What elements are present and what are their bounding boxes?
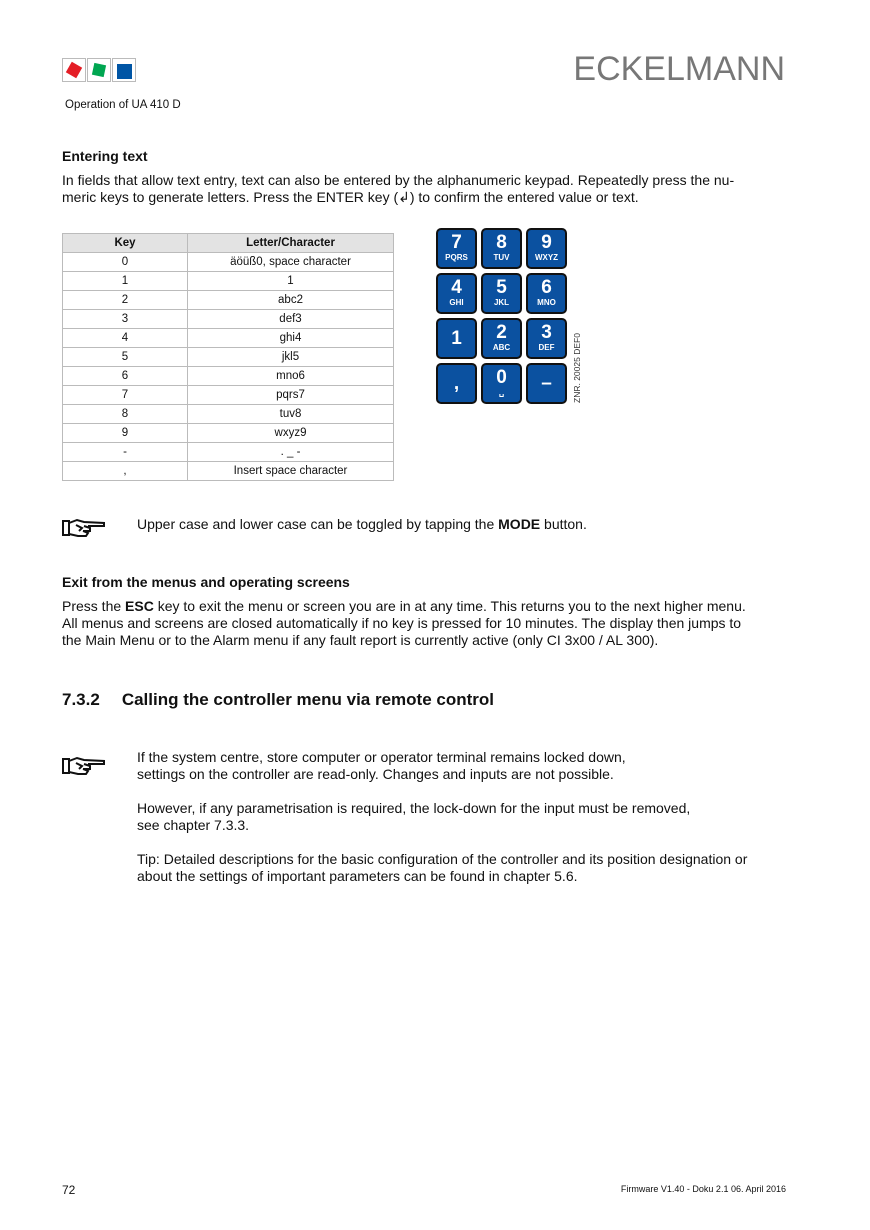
key-number: 7: [451, 232, 462, 253]
key-number: 4: [451, 277, 462, 298]
key-number: 3: [541, 322, 552, 343]
character-cell: äöüß0, space character: [188, 253, 394, 272]
keypad-key: [526, 273, 567, 314]
key-cell: -: [63, 443, 188, 462]
key-number: 2: [496, 322, 507, 343]
key-cell: 6: [63, 367, 188, 386]
key-cell: ,: [63, 462, 188, 481]
body-text: key to exit the menu or screen you are in at any time. This returns you to the next higher menu.: [153, 598, 746, 614]
body-line: In fields that allow text entry, text can also be entered by the alphanumeric keypad. Repeatedly press the nu-: [62, 172, 735, 188]
character-cell: pqrs7: [188, 386, 394, 405]
character-cell: Insert space character: [188, 462, 394, 481]
note-line: settings on the controller are read-only. Changes and inputs are not possible.: [137, 766, 614, 782]
brand-name: ECKELMANN: [573, 50, 785, 88]
key-cell: 7: [63, 386, 188, 405]
exit-heading: Exit from the menus and operating screens: [62, 574, 350, 590]
keypad-key: [481, 363, 522, 404]
note-text: Upper case and lower case can be toggled by tapping the: [137, 516, 499, 532]
table-row: [63, 348, 394, 367]
key-letters: MNO: [537, 298, 556, 307]
logo-red-square: [62, 58, 86, 82]
footer-info: Firmware V1.40 - Doku 2.1 06. April 2016: [620, 1184, 786, 1194]
entering-text-heading: Entering text: [62, 148, 148, 164]
character-cell: mno6: [188, 367, 394, 386]
keypad-key: [436, 228, 477, 269]
keypad-key: [481, 318, 522, 359]
key-number: 8: [496, 232, 507, 253]
keypad-key: [436, 273, 477, 314]
section-number: 7.3.2: [62, 690, 100, 709]
table-row: [63, 272, 394, 291]
character-cell: ghi4: [188, 329, 394, 348]
key-letters: ␣: [498, 388, 505, 397]
key-character-table: [62, 233, 394, 481]
keypad-key: [481, 228, 522, 269]
mode-note: [137, 516, 587, 533]
key-letters: TUV: [493, 253, 510, 262]
key-letters: DEF: [538, 343, 555, 352]
table-row: [63, 367, 394, 386]
logo-green-square: [87, 58, 111, 82]
key-cell: 3: [63, 310, 188, 329]
character-cell: def3: [188, 310, 394, 329]
table-row: [63, 310, 394, 329]
note-text: button.: [540, 516, 587, 532]
body-text: Press the: [62, 598, 126, 614]
note-line: see chapter 7.3.3.: [137, 817, 250, 833]
character-cell: 1: [188, 272, 394, 291]
note-line: If the system centre, store computer or operator terminal remains locked down,: [137, 749, 626, 765]
key-letters: GHI: [449, 298, 464, 307]
table-row: [63, 443, 394, 462]
document-subtitle: Operation of UA 410 D: [65, 99, 181, 111]
key-cell: 5: [63, 348, 188, 367]
keypad-key: [436, 363, 477, 404]
key-cell: 9: [63, 424, 188, 443]
key-cell: 1: [63, 272, 188, 291]
keypad-key: [481, 273, 522, 314]
body-bold: ESC: [125, 598, 154, 614]
entering-text-body: [62, 172, 782, 206]
section-heading: [62, 690, 494, 710]
key-number: –: [541, 373, 552, 394]
key-letters: PQRS: [445, 253, 468, 262]
key-cell: 8: [63, 405, 188, 424]
character-cell: . _ -: [188, 443, 394, 462]
table-row: [63, 386, 394, 405]
key-number: ,: [453, 373, 460, 394]
character-cell: abc2: [188, 291, 394, 310]
company-logo: [62, 58, 137, 82]
column-header: Key: [63, 234, 188, 253]
key-cell: 4: [63, 329, 188, 348]
character-cell: jkl5: [188, 348, 394, 367]
key-number: 9: [541, 232, 552, 253]
note-line: However, if any parametrisation is required, the lock-down for the input must be removed,: [137, 800, 691, 816]
key-number: 1: [451, 328, 462, 349]
page-number: 72: [62, 1183, 76, 1197]
table-row: [63, 291, 394, 310]
exit-body: [62, 598, 802, 649]
key-letters: JKL: [493, 298, 510, 307]
keypad-key: [526, 363, 567, 404]
table-row: [63, 329, 394, 348]
key-letters: ABC: [492, 343, 511, 352]
key-letters: WXYZ: [534, 253, 559, 262]
body-line: All menus and screens are closed automatically if no key is pressed for 10 minutes. The display then jumps to: [62, 615, 742, 631]
body-line: the Main Menu or to the Alarm menu if any fault report is currently active (only CI 3x00 / AL 300).: [62, 632, 659, 648]
note-line: about the settings of important parameters can be found in chapter 5.6.: [137, 868, 578, 884]
logo-blue-square: [112, 58, 136, 82]
key-number: 0: [496, 367, 507, 388]
table-row: [63, 253, 394, 272]
character-cell: wxyz9: [188, 424, 394, 443]
body-line: meric keys to generate letters. Press the ENTER key (↲) to confirm the entered value or text.: [62, 189, 639, 205]
keypad-key: [526, 228, 567, 269]
keypad-key: [436, 318, 477, 359]
table-row: [63, 405, 394, 424]
key-cell: 2: [63, 291, 188, 310]
keypad-key: [526, 318, 567, 359]
figure-caption: ZNR. 20025 DEF0: [572, 333, 582, 403]
pointing-hand-icon: [62, 516, 106, 540]
column-header: Letter/Character: [188, 234, 394, 253]
note-line: Tip: Detailed descriptions for the basic configuration of the controller and its position designation or: [137, 851, 748, 867]
pointing-hand-icon: [62, 754, 106, 778]
key-number: 6: [541, 277, 552, 298]
section-title: Calling the controller menu via remote control: [121, 690, 494, 709]
character-cell: tuv8: [188, 405, 394, 424]
remote-control-note: [137, 749, 797, 885]
key-number: 5: [496, 277, 507, 298]
table-row: [63, 424, 394, 443]
note-bold: MODE: [498, 516, 541, 532]
table-row: [63, 462, 394, 481]
key-cell: 0: [63, 253, 188, 272]
